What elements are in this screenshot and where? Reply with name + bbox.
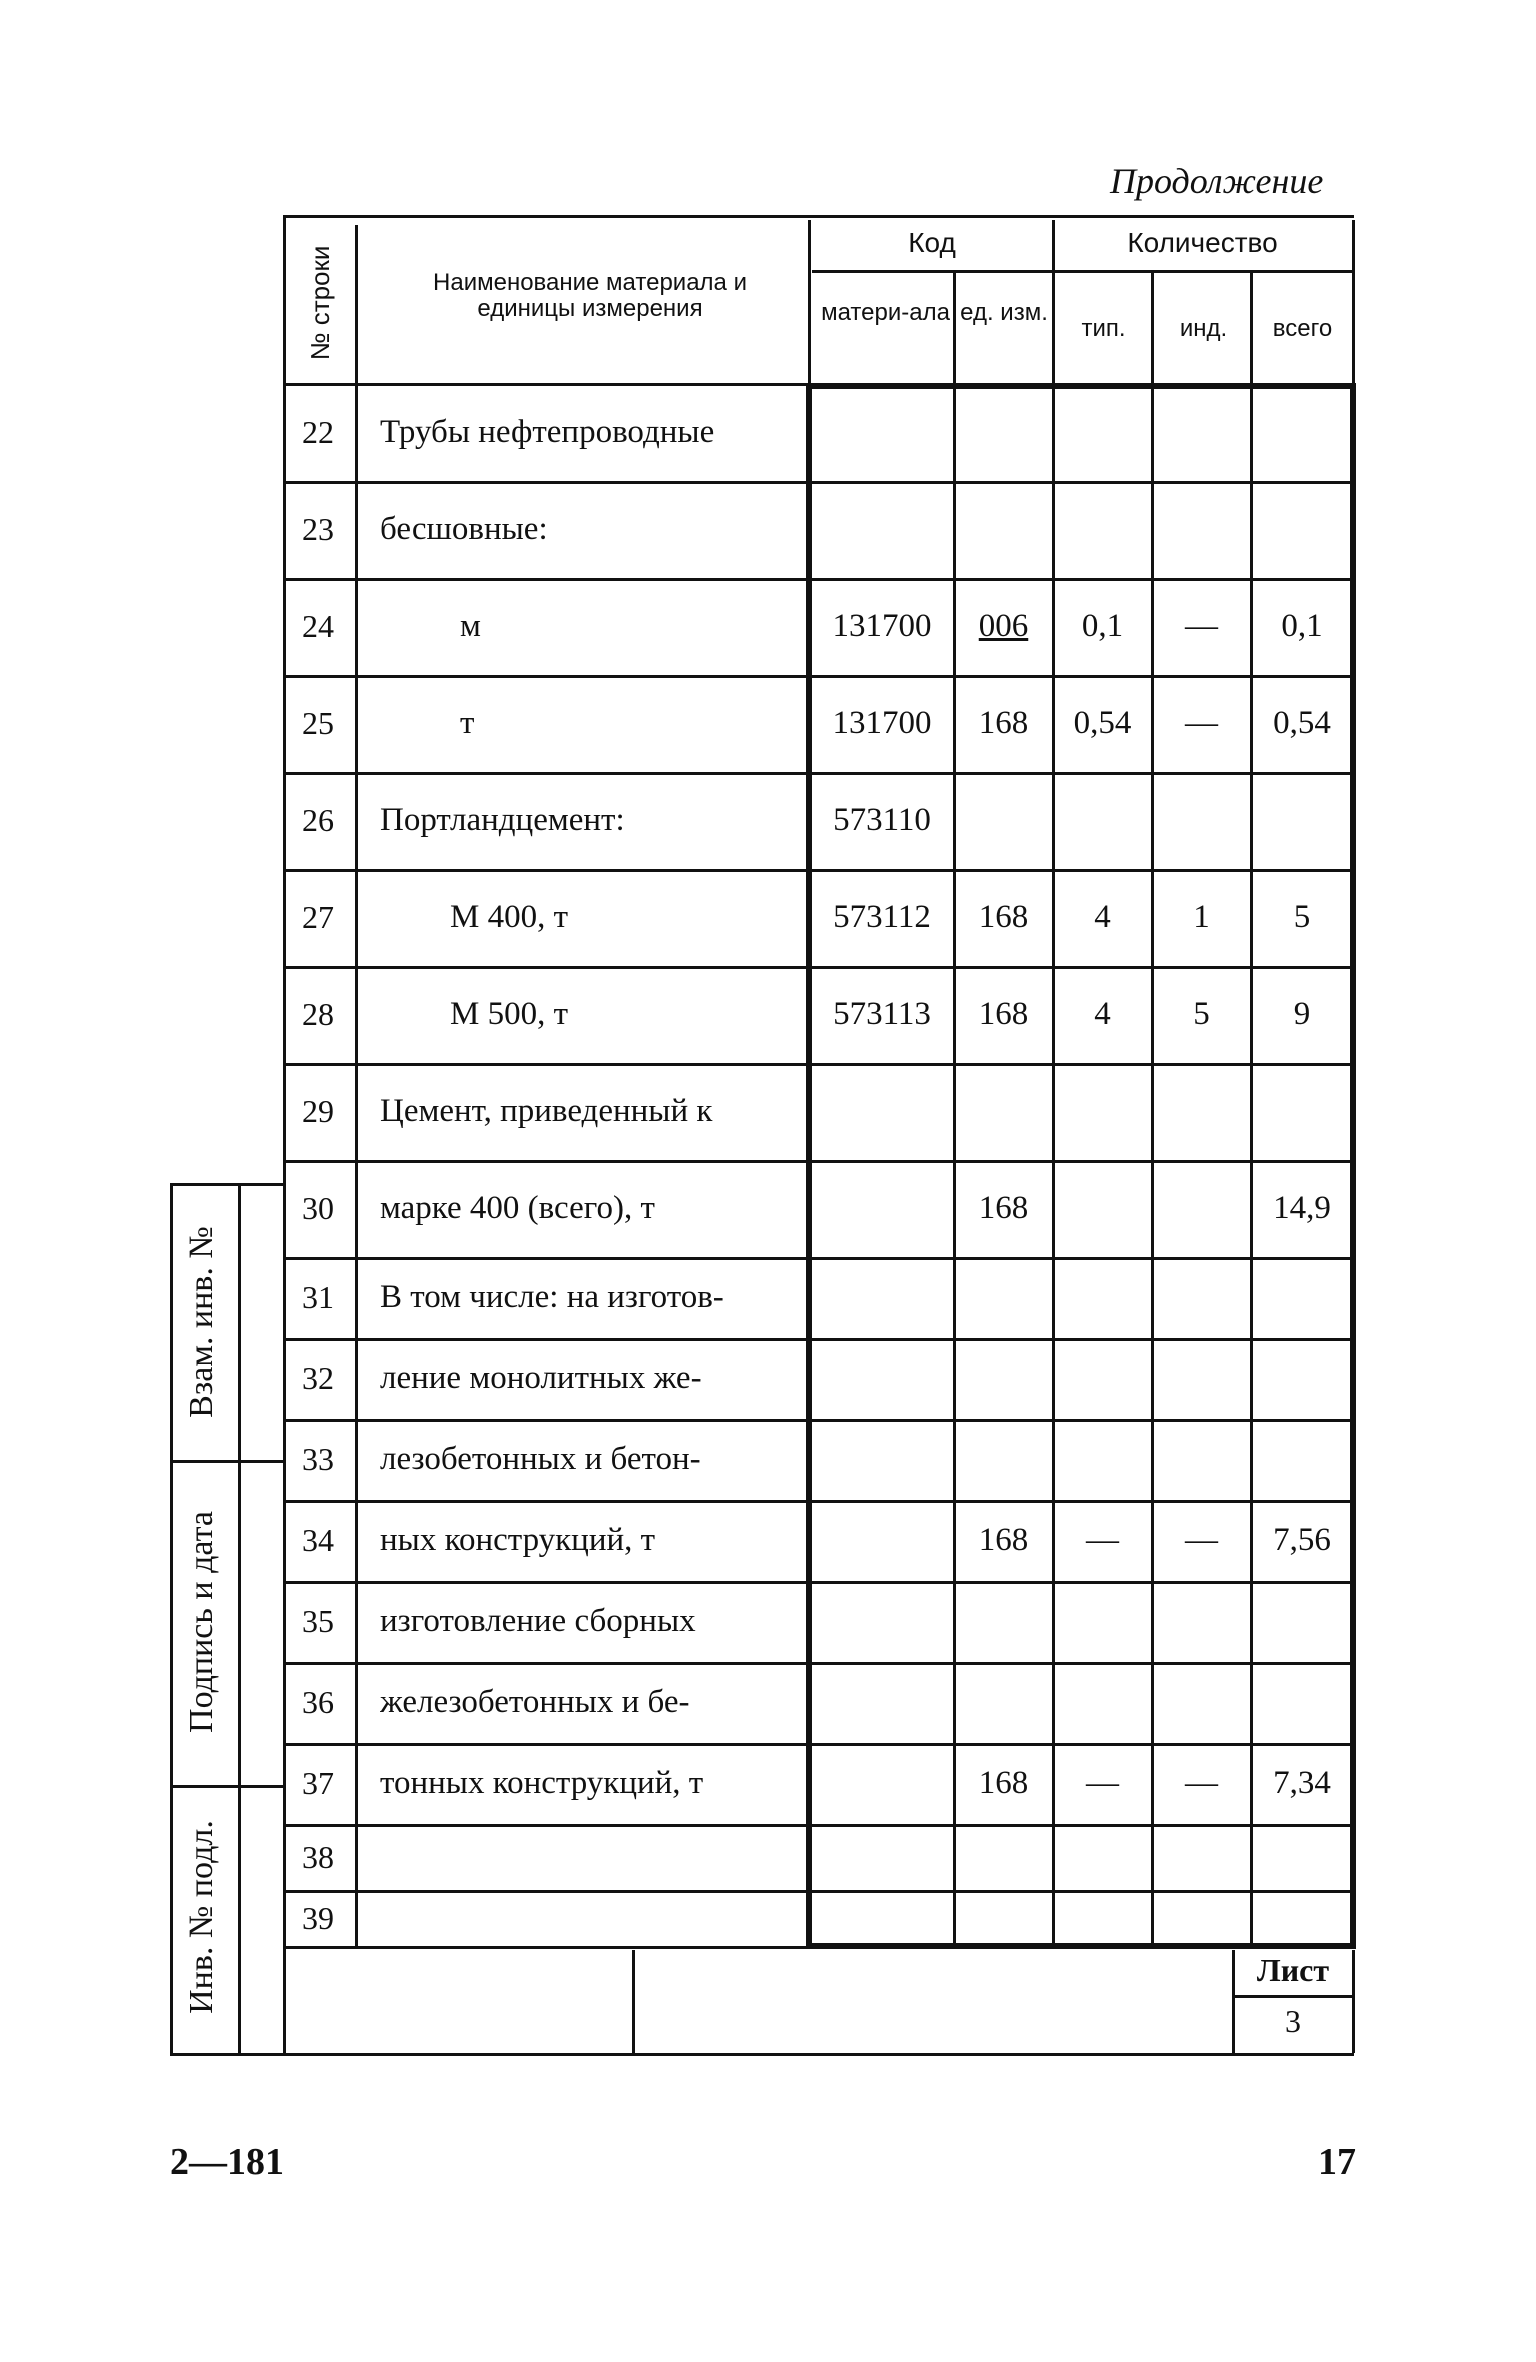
cell-mat <box>812 1063 952 1160</box>
cell-mat: 131700 <box>832 705 932 741</box>
cell-total: 7,56 <box>1273 1522 1331 1558</box>
row-number: 25 <box>302 705 334 741</box>
cell-ind <box>1154 481 1249 578</box>
row-number: 39 <box>302 1900 334 1936</box>
row-number: 22 <box>302 414 334 450</box>
cell-typ: — <box>1086 1522 1119 1558</box>
cell-unit <box>956 1890 1051 1946</box>
cell-typ <box>1055 1581 1150 1662</box>
cell-ind <box>1154 1419 1249 1500</box>
row-number: 30 <box>302 1190 334 1226</box>
cell-ind <box>1154 1662 1249 1743</box>
sidebar-inv-orig: Инв. № подл. <box>183 1820 220 2014</box>
cell-ind <box>1154 1257 1249 1338</box>
header-qty-total: всего <box>1272 315 1333 342</box>
footer-code: 2—181 <box>170 2141 284 2183</box>
cell-mat <box>812 1743 952 1824</box>
row-number: 37 <box>302 1765 334 1801</box>
cell-unit <box>956 1419 1051 1500</box>
cell-unit: 006 <box>978 608 1029 644</box>
cell-ind <box>1154 1338 1249 1419</box>
header-vline-ind <box>1151 270 1154 385</box>
cell-typ: 0,1 <box>1081 608 1124 644</box>
header-quantity: Количество <box>1127 227 1278 258</box>
cell-unit: 168 <box>978 996 1029 1032</box>
title-block-divider-2 <box>1232 1950 1235 2053</box>
header-vline-right <box>1352 220 1355 385</box>
cell-unit: 168 <box>978 1190 1029 1226</box>
cell-mat <box>812 383 952 481</box>
material-name: тонных конструкций, т <box>380 1765 704 1801</box>
cell-mat: 573112 <box>833 899 931 935</box>
cell-mat: 573110 <box>833 802 931 838</box>
cell-typ <box>1055 383 1150 481</box>
material-name <box>380 1824 805 1890</box>
cell-total: 0,1 <box>1281 608 1323 644</box>
cell-ind: 1 <box>1193 899 1210 935</box>
cell-typ <box>1055 1257 1150 1338</box>
material-name: т <box>460 705 475 741</box>
cell-ind: — <box>1185 1765 1218 1801</box>
cell-mat <box>812 1338 952 1419</box>
row-number: 31 <box>302 1279 334 1315</box>
cell-mat <box>812 1257 952 1338</box>
header-vline-name <box>355 225 358 385</box>
row-number: 23 <box>302 511 334 547</box>
cell-typ <box>1055 1063 1150 1160</box>
cell-typ <box>1055 1662 1150 1743</box>
header-code-divider <box>812 270 1354 273</box>
cell-mat <box>812 1890 952 1946</box>
cell-mat <box>812 1581 952 1662</box>
cell-typ: 4 <box>1094 899 1111 935</box>
cell-typ <box>1055 1338 1150 1419</box>
cell-ind: 5 <box>1193 996 1210 1032</box>
cell-unit <box>956 1257 1051 1338</box>
material-name: м <box>460 608 481 644</box>
cell-total <box>1253 481 1351 578</box>
row-number: 33 <box>302 1441 334 1477</box>
header-vline-unit <box>953 270 956 385</box>
title-block-sheet-divider <box>1232 1995 1354 1998</box>
cell-ind <box>1154 1824 1249 1890</box>
material-name: марке 400 (всего), т <box>380 1190 655 1226</box>
material-name: ных конструкций, т <box>380 1522 656 1558</box>
cell-total <box>1253 383 1351 481</box>
cell-unit <box>956 772 1051 869</box>
material-name: лезобетонных и бетон- <box>380 1441 701 1477</box>
material-name: М 400, т <box>450 899 569 935</box>
cell-typ <box>1055 1160 1150 1257</box>
cell-total <box>1253 1824 1351 1890</box>
cell-total: 5 <box>1293 899 1311 935</box>
cell-unit <box>956 481 1051 578</box>
cell-total: 0,54 <box>1273 705 1331 741</box>
cell-unit <box>956 1824 1051 1890</box>
material-name: Трубы нефтепроводные <box>380 414 715 450</box>
header-vline-left <box>283 215 286 385</box>
cell-mat <box>812 1160 952 1257</box>
row-number: 32 <box>302 1360 334 1396</box>
cell-total <box>1253 1581 1351 1662</box>
cell-mat <box>812 1662 952 1743</box>
cell-ind <box>1154 772 1249 869</box>
header-qty-typ: тип. <box>1081 315 1126 342</box>
cell-total: 9 <box>1293 996 1311 1032</box>
cell-total <box>1253 1890 1351 1946</box>
cell-typ <box>1055 1419 1150 1500</box>
cell-ind <box>1154 1063 1249 1160</box>
header-row-number: № строки <box>305 245 335 361</box>
cell-ind: — <box>1185 705 1218 741</box>
cell-ind <box>1154 1160 1249 1257</box>
row-number: 24 <box>302 608 334 644</box>
page-number: 17 <box>1318 2141 1356 2183</box>
row-number: 34 <box>302 1522 334 1558</box>
cell-total <box>1253 772 1351 869</box>
header-vline-total <box>1250 270 1253 385</box>
sidebar-inv-replace: Взам. инв. № <box>183 1226 220 1418</box>
row-number: 27 <box>302 899 334 935</box>
header-vline-code <box>808 220 811 385</box>
sheet-label: Лист <box>1256 1952 1330 1988</box>
material-name: бесшовные: <box>380 511 548 547</box>
cell-mat <box>812 1824 952 1890</box>
title-block-bottom <box>170 2053 1354 2056</box>
cell-unit: 168 <box>978 1765 1029 1801</box>
sheet-number: 3 <box>1285 2003 1301 2039</box>
material-name: Цемент, приведенный к <box>380 1093 713 1129</box>
material-name <box>380 1890 805 1946</box>
cell-ind <box>1154 1890 1249 1946</box>
row-number: 26 <box>302 802 334 838</box>
cell-unit <box>956 1338 1051 1419</box>
header-code: Код <box>908 227 956 258</box>
row-number: 29 <box>302 1093 334 1129</box>
cell-mat: 573113 <box>833 996 931 1032</box>
cell-mat <box>812 481 952 578</box>
cell-ind: — <box>1185 1522 1218 1558</box>
cell-mat: 131700 <box>832 608 932 644</box>
sidebar-vline-outer <box>170 1183 173 2053</box>
cell-total <box>1253 1662 1351 1743</box>
header-top-line <box>283 215 1354 218</box>
cell-unit <box>956 1581 1051 1662</box>
material-name: ление монолитных же- <box>380 1360 702 1396</box>
continuation-label: Продолжение <box>1110 161 1324 201</box>
cell-typ <box>1055 1890 1150 1946</box>
material-name: В том числе: на изготов- <box>380 1279 724 1315</box>
cell-unit <box>956 1063 1051 1160</box>
material-name: М 500, т <box>450 996 569 1032</box>
cell-typ <box>1055 481 1150 578</box>
header-vline-qty <box>1052 220 1055 385</box>
header-qty-ind: инд. <box>1179 315 1228 342</box>
cell-unit <box>956 1662 1051 1743</box>
cell-total <box>1253 1257 1351 1338</box>
cell-unit: 168 <box>978 705 1029 741</box>
title-block-divider-1 <box>632 1950 635 2053</box>
cell-total <box>1253 1063 1351 1160</box>
row-number: 35 <box>302 1603 334 1639</box>
cell-ind <box>1154 1581 1249 1662</box>
cell-typ: 0,54 <box>1073 705 1132 741</box>
material-name: железобетонных и бе- <box>380 1684 690 1720</box>
body-vline-name <box>355 383 358 1949</box>
cell-unit <box>956 383 1051 481</box>
material-name: Портландцемент: <box>380 802 625 838</box>
cell-total <box>1253 1419 1351 1500</box>
cell-typ: 4 <box>1094 996 1111 1032</box>
cell-mat <box>812 1500 952 1581</box>
cell-typ <box>1055 1824 1150 1890</box>
header-code-unit: ед. изм. <box>960 299 1048 326</box>
cell-total: 14,9 <box>1273 1190 1331 1226</box>
cell-typ: — <box>1086 1765 1119 1801</box>
row-number: 36 <box>302 1684 334 1720</box>
row-number: 28 <box>302 996 334 1032</box>
header-code-material: матери-ала <box>821 299 950 326</box>
cell-ind <box>1154 383 1249 481</box>
row-line <box>283 1946 1354 1949</box>
row-number: 38 <box>302 1839 334 1875</box>
cell-unit: 168 <box>978 899 1029 935</box>
cell-total: 7,34 <box>1273 1765 1331 1801</box>
cell-unit: 168 <box>978 1522 1029 1558</box>
cell-total <box>1253 1338 1351 1419</box>
material-name: изготовление сборных <box>380 1603 696 1639</box>
cell-ind: — <box>1185 608 1218 644</box>
title-block-right <box>1352 1950 1355 2053</box>
sidebar-sign-date: Подпись и дата <box>183 1511 220 1733</box>
cell-mat <box>812 1419 952 1500</box>
header-name: Наименование материала и единицы измерения <box>433 269 747 322</box>
sidebar-vline-inner <box>238 1183 241 2053</box>
cell-typ <box>1055 772 1150 869</box>
